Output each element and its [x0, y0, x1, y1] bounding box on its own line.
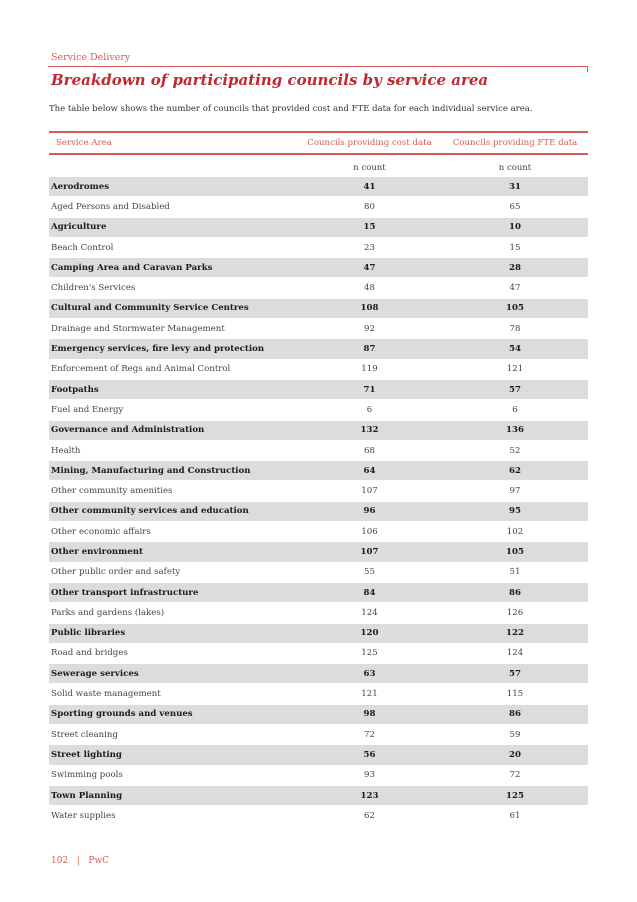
fte-count-cell: 62 — [509, 465, 521, 476]
cost-count-cell: 47 — [363, 262, 376, 273]
table-row — [49, 400, 588, 420]
service-area-cell: Other environment — [51, 546, 143, 557]
subheader-cost-ncount: n count — [353, 163, 386, 173]
table-row — [49, 319, 588, 339]
table-row — [49, 197, 588, 217]
cost-count-cell: 41 — [363, 181, 376, 192]
service-area-cell: Drainage and Stormwater Management — [51, 323, 225, 334]
table-row — [49, 644, 588, 664]
service-area-cell: Beach Control — [51, 242, 114, 253]
subheader-fte-ncount: n count — [498, 163, 532, 173]
fte-count-cell: 102 — [506, 526, 524, 537]
footer-separator: | — [71, 856, 86, 866]
fte-count-cell: 95 — [509, 506, 521, 517]
cost-count-cell: 107 — [361, 486, 378, 497]
table-row — [49, 339, 588, 359]
fte-count-cell: 6 — [512, 404, 518, 415]
fte-count-cell: 121 — [506, 364, 524, 375]
cost-count-cell: 6 — [366, 404, 373, 415]
table-row — [49, 502, 588, 522]
page-number: 102 — [51, 856, 69, 866]
table-row — [49, 684, 588, 704]
table-row — [49, 278, 588, 298]
table-row — [49, 522, 588, 542]
service-area-cell: Aerodromes — [51, 181, 110, 192]
fte-count-cell: 31 — [509, 181, 521, 192]
fte-count-cell: 57 — [509, 384, 521, 395]
cost-count-cell: 123 — [360, 790, 379, 801]
cost-count-cell: 72 — [364, 729, 375, 740]
service-area-cell: Sewerage services — [51, 668, 139, 679]
service-area-cell: Parks and gardens (lakes) — [51, 607, 165, 618]
service-area-cell: Enforcement of Regs and Animal Control — [51, 364, 231, 375]
cost-count-cell: 87 — [363, 344, 376, 355]
cost-count-cell: 107 — [360, 546, 379, 557]
cost-count-cell: 55 — [364, 567, 375, 578]
cost-count-cell: 108 — [360, 303, 379, 314]
table-row — [49, 258, 588, 278]
service-area-cell: Water supplies — [51, 810, 116, 821]
cost-count-cell: 132 — [360, 425, 379, 436]
table-row — [49, 705, 588, 725]
page-footer — [51, 856, 109, 866]
cost-count-cell: 63 — [363, 668, 376, 679]
fte-count-cell: 54 — [509, 344, 521, 355]
fte-count-cell: 51 — [509, 567, 521, 578]
cost-count-cell: 48 — [364, 283, 375, 294]
table-row — [49, 786, 588, 806]
cost-count-cell: 124 — [361, 607, 378, 618]
title-rule — [48, 66, 588, 67]
table-row — [49, 360, 588, 380]
service-area-cell: Other community services and education — [51, 506, 249, 517]
fte-count-cell: 28 — [509, 262, 521, 273]
fte-count-cell: 126 — [506, 607, 524, 618]
service-area-cell: Other transport infrastructure — [51, 587, 199, 598]
table-body — [49, 177, 588, 827]
cost-count-cell: 120 — [360, 628, 379, 639]
fte-count-cell: 124 — [506, 648, 524, 659]
service-area-table — [49, 131, 588, 827]
fte-count-cell: 97 — [509, 486, 521, 497]
cost-count-cell: 121 — [361, 689, 378, 700]
fte-count-cell: 52 — [509, 445, 521, 456]
cost-count-cell: 93 — [364, 770, 375, 781]
table-row — [49, 461, 588, 481]
col-header-service-area: Service Area — [56, 138, 112, 148]
fte-count-cell: 115 — [506, 689, 524, 700]
fte-count-cell: 78 — [509, 323, 521, 334]
fte-count-cell: 86 — [509, 587, 521, 598]
service-area-cell: Other economic affairs — [51, 526, 151, 537]
fte-count-cell: 65 — [509, 201, 521, 212]
fte-count-cell: 20 — [509, 749, 521, 760]
table-row — [49, 725, 588, 745]
fte-count-cell: 47 — [509, 283, 521, 294]
table-header — [49, 131, 588, 155]
service-area-cell: Sporting grounds and venues — [51, 709, 193, 720]
cost-count-cell: 84 — [363, 587, 376, 598]
table-row — [49, 583, 588, 603]
fte-count-cell: 136 — [506, 425, 524, 436]
table-row — [49, 542, 588, 562]
intro-text: The table below shows the number of councils that provided cost and FTE data for each individual service area. — [49, 104, 533, 114]
service-area-cell: Street cleaning — [51, 729, 118, 740]
service-area-cell: Camping Area and Caravan Parks — [51, 262, 213, 273]
fte-count-cell: 59 — [509, 729, 521, 740]
cost-count-cell: 23 — [364, 242, 375, 253]
service-area-cell: Governance and Administration — [51, 425, 205, 436]
table-row — [49, 806, 588, 826]
service-area-cell: Health — [51, 445, 81, 456]
table-subheader — [49, 155, 588, 177]
service-area-cell: Agriculture — [51, 222, 107, 233]
table-row — [49, 624, 588, 644]
fte-count-cell: 105 — [506, 546, 524, 557]
service-area-cell: Swimming pools — [51, 770, 123, 781]
cost-count-cell: 92 — [364, 323, 375, 334]
section-label: Service Delivery — [51, 52, 131, 63]
fte-count-cell: 57 — [509, 668, 521, 679]
service-area-cell: Cultural and Community Service Centres — [51, 303, 249, 314]
table-row — [49, 745, 588, 765]
service-area-cell: Aged Persons and Disabled — [51, 201, 170, 212]
fte-count-cell: 122 — [506, 628, 524, 639]
col-header-cost-data: Councils providing cost data — [307, 138, 432, 148]
service-area-cell: Public libraries — [51, 628, 126, 639]
fte-count-cell: 86 — [509, 709, 521, 720]
service-area-cell: Town Planning — [51, 790, 123, 801]
table-row — [49, 238, 588, 258]
page-title: Breakdown of participating councils by service area — [51, 71, 489, 89]
fte-count-cell: 15 — [509, 242, 521, 253]
table-row — [49, 299, 588, 319]
table-row — [49, 481, 588, 501]
table-row — [49, 766, 588, 786]
cost-count-cell: 62 — [364, 810, 375, 821]
table-row — [49, 177, 588, 197]
table-row — [49, 421, 588, 441]
cost-count-cell: 68 — [364, 445, 375, 456]
col-header-fte-data: Councils providing FTE data — [452, 138, 578, 148]
cost-count-cell: 71 — [363, 384, 376, 395]
cost-count-cell: 56 — [363, 749, 376, 760]
fte-count-cell: 61 — [509, 810, 521, 821]
service-area-cell: Solid waste management — [51, 689, 161, 700]
service-area-cell: Other public order and safety — [51, 567, 181, 578]
cost-count-cell: 119 — [361, 364, 378, 375]
cost-count-cell: 106 — [361, 526, 378, 537]
service-area-cell: Other community amenities — [51, 486, 173, 497]
cost-count-cell: 125 — [361, 648, 378, 659]
table-row — [49, 603, 588, 623]
service-area-cell: Footpaths — [51, 384, 99, 395]
service-area-cell: Mining, Manufacturing and Construction — [51, 465, 251, 476]
fte-count-cell: 105 — [506, 303, 524, 314]
table-row — [49, 441, 588, 461]
cost-count-cell: 64 — [363, 465, 376, 476]
fte-count-cell: 10 — [509, 222, 521, 233]
cost-count-cell: 80 — [364, 201, 375, 212]
service-area-cell: Fuel and Energy — [51, 404, 124, 415]
cost-count-cell: 15 — [363, 222, 376, 233]
service-area-cell: Children's Services — [51, 283, 136, 294]
service-area-cell: Street lighting — [51, 749, 122, 760]
service-area-cell: Road and bridges — [51, 648, 128, 659]
service-area-cell: Emergency services, fire levy and protection — [51, 344, 265, 355]
fte-count-cell: 125 — [506, 790, 524, 801]
fte-count-cell: 72 — [509, 770, 521, 781]
cost-count-cell: 96 — [363, 506, 376, 517]
cost-count-cell: 98 — [363, 709, 376, 720]
table-row — [49, 218, 588, 238]
table-row — [49, 380, 588, 400]
table-row — [49, 563, 588, 583]
title-rule-tick — [587, 66, 588, 72]
table-row — [49, 664, 588, 684]
brand-name: PwC — [88, 856, 110, 866]
